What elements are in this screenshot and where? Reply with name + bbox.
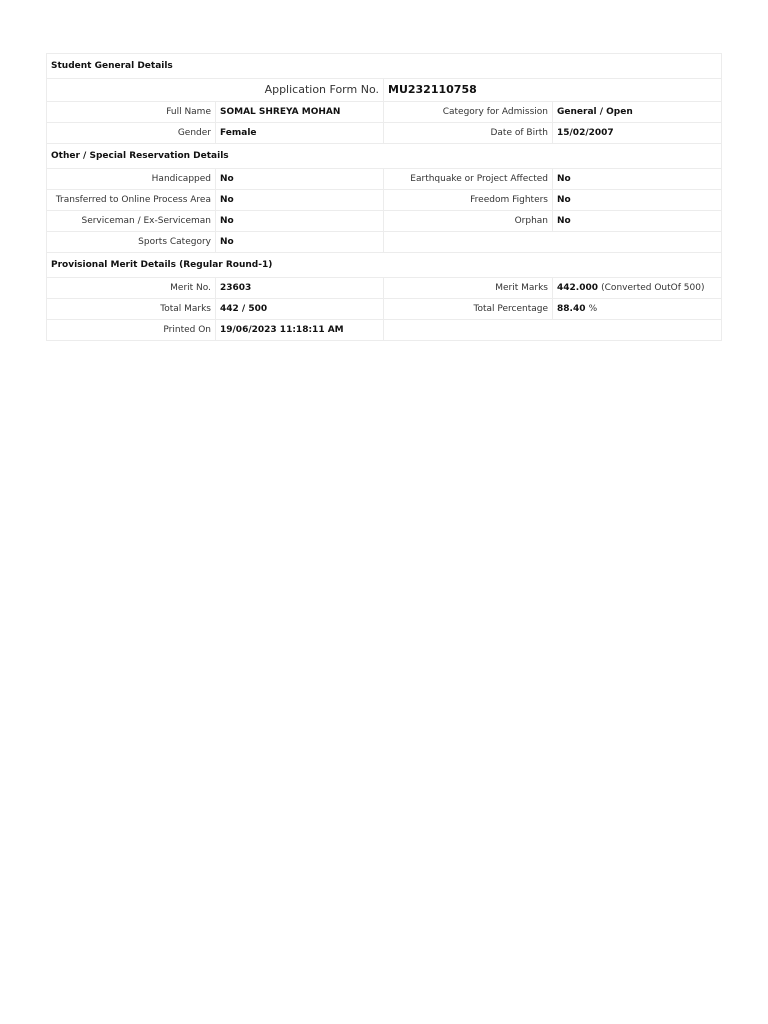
merit-marks-cell bbox=[553, 278, 722, 299]
section-row-general bbox=[47, 54, 722, 79]
total-percentage-value: 88.40 bbox=[557, 304, 586, 314]
empty-cell bbox=[384, 232, 722, 253]
gender-value: Female bbox=[216, 123, 384, 144]
section-row-merit bbox=[47, 253, 722, 278]
gender-label: Gender bbox=[47, 123, 216, 144]
handicapped-label: Handicapped bbox=[47, 169, 216, 190]
merit-no-value: 23603 bbox=[216, 278, 384, 299]
total-percentage-unit: % bbox=[588, 304, 598, 314]
merit-marks-value: 442.000 bbox=[557, 283, 598, 293]
table-row bbox=[47, 102, 722, 123]
full-name-label: Full Name bbox=[47, 102, 216, 123]
section-heading-reservation: Other / Special Reservation Details bbox=[47, 144, 722, 169]
freedom-fighters-label: Freedom Fighters bbox=[384, 190, 553, 211]
section-heading-merit: Provisional Merit Details (Regular Round-1) bbox=[47, 253, 722, 278]
printed-on-value: 19/06/2023 11:18:11 AM bbox=[216, 320, 384, 341]
table-row bbox=[47, 169, 722, 190]
table-row bbox=[47, 299, 722, 320]
application-form-value: MU232110758 bbox=[384, 79, 722, 102]
printed-on-label: Printed On bbox=[47, 320, 216, 341]
freedom-fighters-value: No bbox=[553, 190, 722, 211]
merit-no-label: Merit No. bbox=[47, 278, 216, 299]
total-marks-label: Total Marks bbox=[47, 299, 216, 320]
total-percentage-cell bbox=[553, 299, 722, 320]
sports-category-label: Sports Category bbox=[47, 232, 216, 253]
total-marks-value: 442 / 500 bbox=[216, 299, 384, 320]
serviceman-label: Serviceman / Ex-Serviceman bbox=[47, 211, 216, 232]
table-row bbox=[47, 190, 722, 211]
table-row bbox=[47, 123, 722, 144]
earthquake-value: No bbox=[553, 169, 722, 190]
table-row bbox=[47, 232, 722, 253]
application-form-label: Application Form No. bbox=[47, 79, 384, 102]
serviceman-value: No bbox=[216, 211, 384, 232]
transferred-value: No bbox=[216, 190, 384, 211]
table-row bbox=[47, 211, 722, 232]
sports-category-value: No bbox=[216, 232, 384, 253]
empty-cell bbox=[384, 320, 722, 341]
category-label: Category for Admission bbox=[384, 102, 553, 123]
dob-value: 15/02/2007 bbox=[553, 123, 722, 144]
merit-marks-note: (Converted OutOf 500) bbox=[601, 283, 705, 293]
dob-label: Date of Birth bbox=[384, 123, 553, 144]
merit-marks-label: Merit Marks bbox=[384, 278, 553, 299]
handicapped-value: No bbox=[216, 169, 384, 190]
orphan-label: Orphan bbox=[384, 211, 553, 232]
transferred-label: Transferred to Online Process Area bbox=[47, 190, 216, 211]
section-row-reservation bbox=[47, 144, 722, 169]
category-value: General / Open bbox=[553, 102, 722, 123]
earthquake-label: Earthquake or Project Affected bbox=[384, 169, 553, 190]
table-row bbox=[47, 320, 722, 341]
application-form-row bbox=[47, 79, 722, 102]
orphan-value: No bbox=[553, 211, 722, 232]
total-percentage-label: Total Percentage bbox=[384, 299, 553, 320]
table-row bbox=[47, 278, 722, 299]
full-name-value: SOMAL SHREYA MOHAN bbox=[216, 102, 384, 123]
details-table bbox=[46, 53, 722, 341]
section-heading-general: Student General Details bbox=[47, 54, 722, 79]
